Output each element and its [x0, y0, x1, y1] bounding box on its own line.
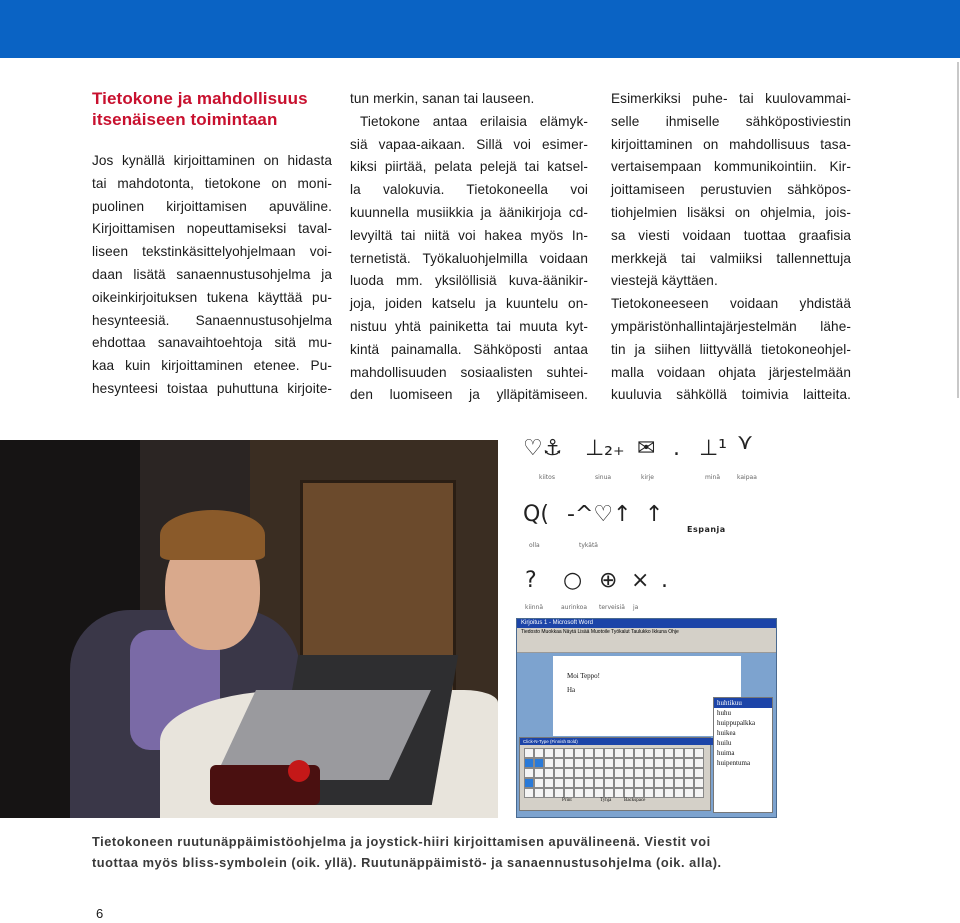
- keyboard-key: [664, 768, 674, 778]
- bliss-symbol: ×: [631, 568, 650, 593]
- bliss-label: kiinnä: [525, 604, 544, 611]
- bliss-symbol: ↑: [645, 502, 664, 527]
- bliss-label: ja: [633, 604, 639, 611]
- keyboard-key: [564, 778, 574, 788]
- figure-caption: [92, 831, 792, 873]
- keyboard-key: [624, 748, 634, 758]
- bliss-label: terveisiä: [599, 604, 625, 611]
- keyboard-key: [554, 748, 564, 758]
- keyboard-key: [684, 768, 694, 778]
- keyboard-key: [684, 788, 694, 798]
- keyboard-key: [634, 758, 644, 768]
- prediction-item: huipentuma: [717, 759, 751, 767]
- text-line: malla voidaan ohjata järjestelmään: [611, 364, 851, 380]
- keyboard-key: [614, 748, 624, 758]
- keyboard-key: [574, 748, 584, 758]
- keyboard-key: [644, 768, 654, 778]
- keyboard-key: [654, 778, 664, 788]
- keyboard-key: [644, 748, 654, 758]
- text-line: luoda mm. yksilöllisiä kuva-äänikir-: [350, 273, 588, 289]
- bliss-symbol: ⋎: [737, 430, 754, 455]
- keyboard-key: [674, 748, 684, 758]
- keyboard-key: [614, 758, 624, 768]
- text-line: Tietokone antaa erilaisia elämyk-: [360, 113, 588, 129]
- keyboard-key: [534, 748, 544, 758]
- page-number: 6: [96, 906, 104, 921]
- keyboard-key: [584, 768, 594, 778]
- text-line: selle ihmiselle sähköpostiviestin: [611, 113, 851, 129]
- keyboard-key-label: Tyhjä: [600, 798, 612, 803]
- text-line: puolinen kirjoittamisen apuväline.: [92, 198, 332, 214]
- bliss-symbol: ✉: [637, 436, 656, 461]
- bliss-label: tykätä: [579, 542, 598, 549]
- text-line: ympäristönhallintajärjestelmän lähe-: [611, 318, 851, 334]
- text-line: kaa kuin kirjoittaminen etenee. Pu-: [92, 358, 332, 374]
- keyboard-key: [684, 778, 694, 788]
- text-line: mahdollisuuden sosiaalisten suhtei-: [350, 364, 588, 380]
- right-margin-rule: [957, 62, 959, 398]
- keyboard-key: [564, 768, 574, 778]
- paragraph: [611, 88, 851, 407]
- text-line: kuunnella musiikkia ja äänikirjoja cd-: [350, 204, 588, 220]
- bliss-label: aurinkoa: [561, 604, 588, 611]
- text-line: joittamiseen perustuvien sähköpos-: [611, 182, 851, 198]
- keyboard-key: [684, 748, 694, 758]
- word-toolbar: [517, 636, 776, 653]
- prediction-item: huhu: [717, 709, 731, 717]
- keyboard-key: [624, 778, 634, 788]
- keyboard-key: [564, 748, 574, 758]
- keyboard-key: [644, 778, 654, 788]
- text-line: kiksi piirtää, pelata pelejä tai katsel-: [350, 159, 588, 175]
- bliss-symbol: ♡⚓: [523, 436, 563, 461]
- paragraph: [92, 150, 332, 401]
- text-line: tin ja siihen liittyvällä tietokoneohjel-: [611, 341, 851, 357]
- keyboard-key: [654, 768, 664, 778]
- text-line: Esimerkiksi puhe- tai kuulovammai-: [611, 91, 851, 106]
- bliss-word-espanja: Espanja: [687, 525, 726, 534]
- keyboard-key: [614, 788, 624, 798]
- keyboard-key: [694, 748, 704, 758]
- keyboard-key: [594, 778, 604, 788]
- keyboard-key-label: Print: [562, 798, 572, 803]
- text-line: ehdottaa sanavaihtoehtoja sitä mu-: [92, 335, 332, 351]
- text-line: daan lisätä sanaennustusohjelma ja: [92, 266, 332, 282]
- keyboard-key: [554, 758, 564, 768]
- bliss-symbols-figure: [515, 432, 765, 612]
- keyboard-key: [644, 788, 654, 798]
- keyboard-key: [614, 768, 624, 778]
- bliss-symbol: ○: [563, 568, 583, 593]
- keyboard-key: [524, 778, 534, 788]
- keyboard-key: [604, 788, 614, 798]
- prediction-item: huikea: [717, 729, 736, 737]
- bliss-symbol: -^♡↑: [567, 502, 632, 527]
- bliss-symbol: ⊥₂₊: [585, 436, 625, 461]
- prediction-item: huhtikuu: [714, 698, 772, 708]
- keyboard-key: [634, 788, 644, 798]
- word-title-bar: Kirjoitus 1 - Microsoft Word: [517, 619, 777, 628]
- keyboard-key: [554, 768, 564, 778]
- text-line: levyiltä tai niitä voi hakea myös In-: [350, 227, 588, 243]
- word-menu-bar: Tiedosto Muokkaa Näytä Lisää Muotoile Työkalut Taulukko Ikkuna Ohje: [517, 628, 777, 636]
- keyboard-key: [574, 768, 584, 778]
- bliss-label: sinua: [595, 474, 612, 481]
- keyboard-key: [554, 788, 564, 798]
- bliss-symbol: .: [661, 568, 668, 593]
- keyboard-key: [634, 748, 644, 758]
- keyboard-key: [694, 758, 704, 768]
- keyboard-key: [524, 748, 534, 758]
- keyboard-key: [584, 788, 594, 798]
- text-line: Tietokoneeseen voidaan yhdistää: [611, 296, 851, 312]
- keyboard-key: [604, 778, 614, 788]
- keyboard-key: [574, 788, 584, 798]
- keyboard-key: [574, 758, 584, 768]
- bliss-symbol: ⊥¹: [699, 436, 727, 461]
- on-screen-keyboard: [519, 737, 711, 811]
- keyboard-key: [654, 758, 664, 768]
- column-3: [611, 88, 851, 407]
- keyboard-key: [624, 788, 634, 798]
- keyboard-key: [594, 768, 604, 778]
- keyboard-key: [544, 758, 554, 768]
- bliss-label: olla: [529, 542, 540, 549]
- text-line: joja, joiden katselu ja kuuntelu on-: [350, 296, 588, 312]
- text-line: vertaisempaan kommunikointiin. Kir-: [611, 159, 851, 175]
- text-line: nistuu yhtä painiketta tai muuta kyt-: [350, 318, 588, 334]
- caption-line: Tietokoneen ruutunäppäimistöohjelma ja joystick-hiiri kirjoittamisen apuvälineenä. Viestit voi: [92, 834, 711, 849]
- text-line: merkkejä tai valmiiksi tallennettuja: [611, 250, 851, 266]
- keyboard-key-label: Backspace: [624, 798, 646, 803]
- keyboard-key: [584, 778, 594, 788]
- bliss-symbol: .: [673, 436, 680, 461]
- text-line: hesynteesiä. Sanaennustusohjelma: [92, 312, 332, 328]
- keyboard-key: [564, 788, 574, 798]
- keyboard-key: [694, 768, 704, 778]
- bliss-label: kiitos: [539, 474, 555, 481]
- keyboard-key: [664, 758, 674, 768]
- prediction-item: huilu: [717, 739, 732, 747]
- text-line: sa viesti voidaan tuottaa graafisia: [611, 227, 851, 243]
- keyboard-key: [584, 748, 594, 758]
- photo-person-hair: [160, 510, 265, 560]
- heading-line: Tietokone ja mahdollisuus: [92, 89, 308, 108]
- bliss-label: minä: [705, 474, 720, 481]
- photo-user-at-laptop: [0, 440, 498, 818]
- text-line: kirjoittaminen on mahdollisuus tasa-: [611, 136, 851, 152]
- text-line: tiohjelmien lisäksi on ohjelmia, jois-: [611, 204, 851, 220]
- keyboard-key: [664, 778, 674, 788]
- keyboard-key: [574, 778, 584, 788]
- keyboard-key: [544, 748, 554, 758]
- keyboard-key: [674, 778, 684, 788]
- bliss-label: kaipaa: [737, 474, 757, 481]
- keyboard-key: [534, 758, 544, 768]
- keyboard-key: [664, 788, 674, 798]
- keyboard-key: [604, 768, 614, 778]
- keyboard-key: [674, 768, 684, 778]
- word-keyboard-screenshot: [516, 618, 777, 818]
- heading-line: itsenäiseen toimintaan: [92, 110, 278, 129]
- text-line: Jos kynällä kirjoittaminen on hidasta: [92, 153, 332, 168]
- bliss-label: kirje: [641, 474, 654, 481]
- keyboard-key: [664, 748, 674, 758]
- keyboard-key: [534, 788, 544, 798]
- text-line: kuuluvia sähköllä toimivia laitteita.: [611, 387, 851, 403]
- keyboard-key: [634, 778, 644, 788]
- column-1: [92, 88, 332, 401]
- keyboard-key: [534, 768, 544, 778]
- text-line: ternetistä. Työkaluohjelmilla voidaan: [350, 250, 588, 266]
- text-line: kintä painamalla. Sähköposti antaa: [350, 341, 588, 357]
- word-prediction-list: [713, 697, 773, 813]
- column-2: [350, 88, 588, 407]
- keyboard-key: [594, 758, 604, 768]
- keyboard-key: [624, 768, 634, 778]
- text-line: den luomiseen ja ylläpitämiseen.: [350, 387, 588, 403]
- keyboard-key: [614, 778, 624, 788]
- keyboard-key: [524, 788, 534, 798]
- text-line: siä vapaa-aikaan. Sillä voi esimer-: [350, 136, 588, 152]
- caption-line: tuottaa myös bliss-symbolein (oik. yllä). Ruutunäppäimistö- ja sanaennustusohjelma (oik. alla).: [92, 855, 722, 870]
- prediction-item: huippupalkka: [717, 719, 756, 727]
- keyboard-key: [644, 758, 654, 768]
- keyboard-key: [604, 758, 614, 768]
- top-color-bar: [0, 0, 960, 58]
- text-line: Kirjoittamisen nopeuttamiseksi taval-: [92, 221, 332, 237]
- document-line: Ha: [567, 686, 576, 694]
- keyboard-key: [564, 758, 574, 768]
- keyboard-key: [584, 758, 594, 768]
- keyboard-key: [604, 748, 614, 758]
- photo-joystick-knob: [288, 760, 310, 782]
- bliss-symbol: Q(: [523, 502, 549, 527]
- keyboard-key: [544, 768, 554, 778]
- document-line: Moi Teppo!: [567, 672, 601, 680]
- keyboard-key: [594, 788, 604, 798]
- bliss-symbol: ?: [525, 568, 537, 593]
- text-line: liseen tekstinkäsittelyohjelmaan voi-: [92, 244, 332, 260]
- prediction-item: huima: [717, 749, 735, 757]
- text-line: tun merkin, sanan tai lauseen.: [350, 91, 535, 106]
- keyboard-key: [544, 788, 554, 798]
- keyboard-title-bar: Click-N-Type (Finnish Bold): [520, 738, 713, 745]
- text-line: viestejä käyttäen.: [611, 273, 718, 289]
- text-line: tai mahdotonta, tietokone on moni-: [92, 175, 332, 191]
- bliss-symbol: ⊕: [599, 568, 618, 593]
- section-heading: [92, 88, 332, 130]
- keyboard-key: [524, 758, 534, 768]
- keyboard-key: [674, 758, 684, 768]
- text-line: oikeinkirjoituksen tukena käyttää pu-: [92, 289, 332, 305]
- text-line: hesynteesi toistaa puhuttuna kirjoite-: [92, 380, 332, 396]
- keyboard-key: [624, 758, 634, 768]
- keyboard-key: [674, 788, 684, 798]
- paragraph: [350, 88, 588, 407]
- keyboard-key: [524, 768, 534, 778]
- keyboard-key: [534, 778, 544, 788]
- keyboard-key: [634, 768, 644, 778]
- keyboard-key: [654, 788, 664, 798]
- keyboard-key: [694, 778, 704, 788]
- keyboard-key: [594, 748, 604, 758]
- keyboard-key: [544, 778, 554, 788]
- keyboard-key: [684, 758, 694, 768]
- keyboard-key: [694, 788, 704, 798]
- keyboard-key: [654, 748, 664, 758]
- keyboard-key: [554, 778, 564, 788]
- text-line: la valokuvia. Tietokoneella voi: [350, 182, 588, 198]
